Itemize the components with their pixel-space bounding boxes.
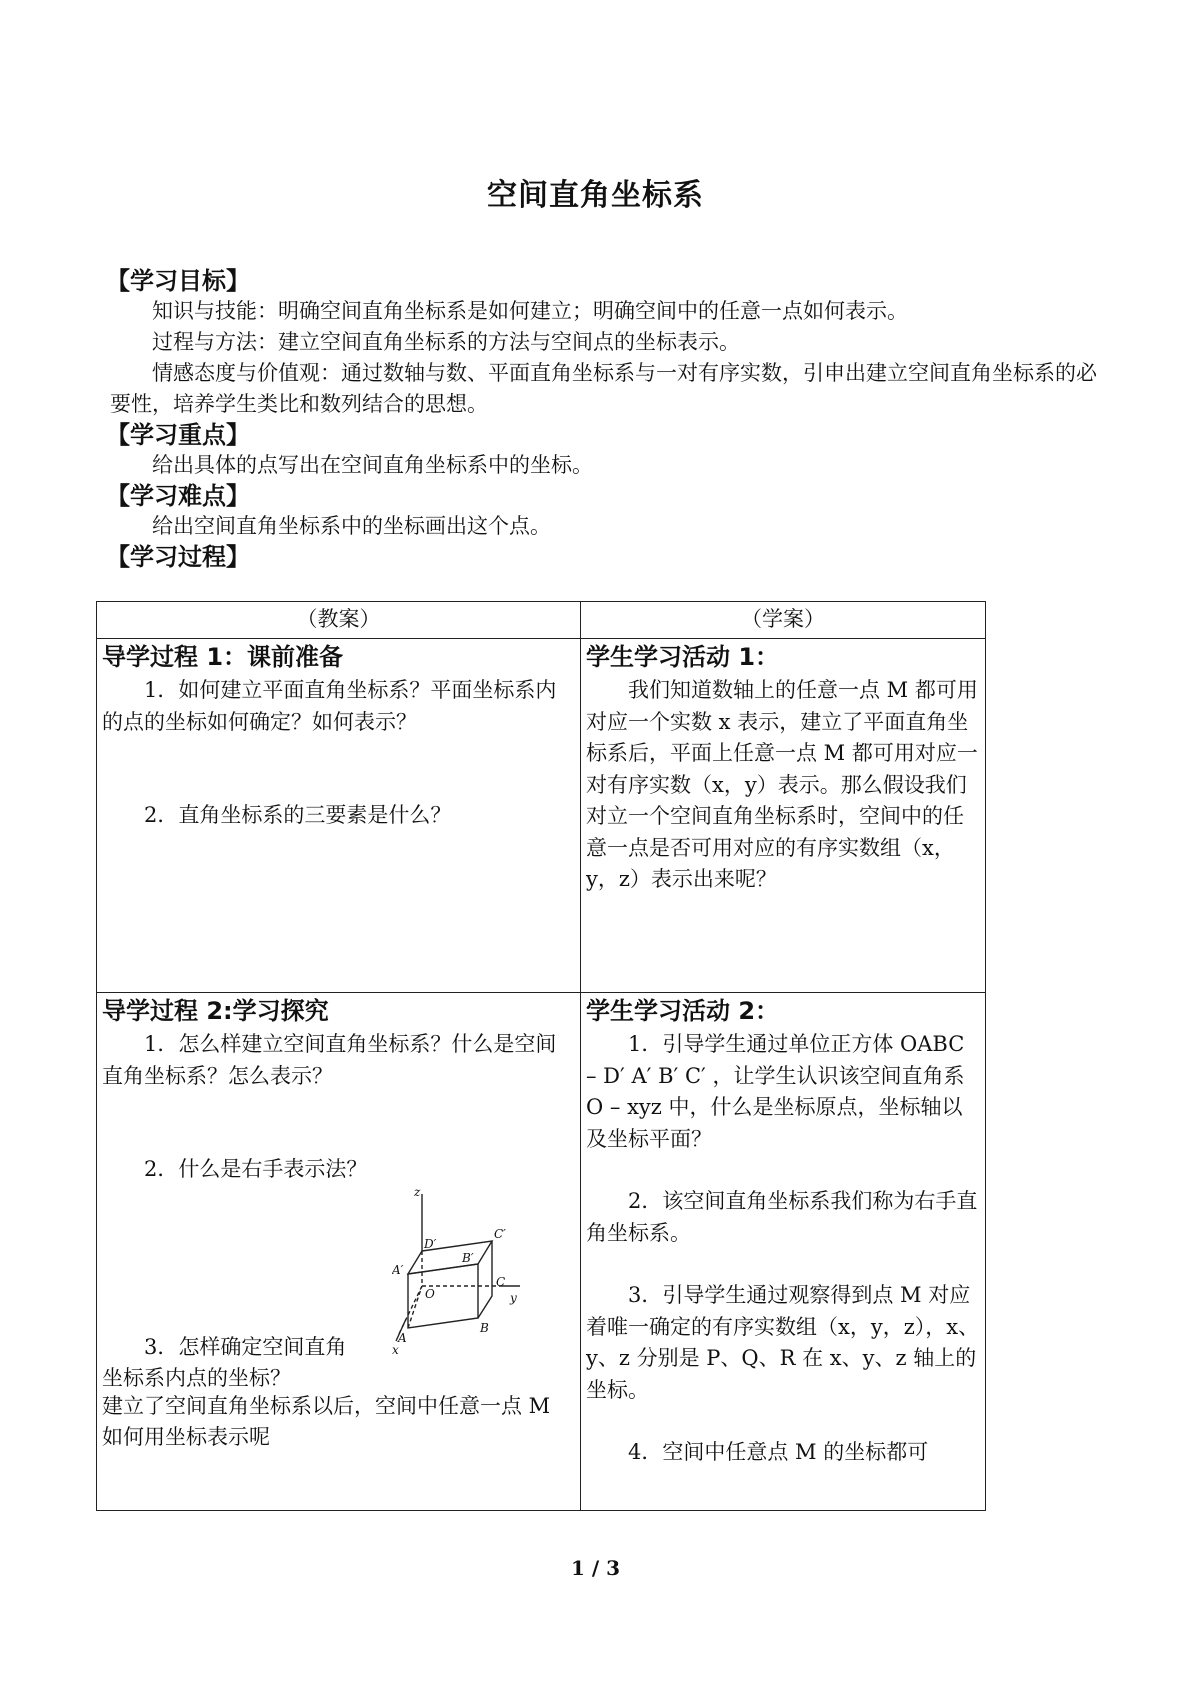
document-title: 空间直角坐标系: [487, 178, 704, 213]
page-number: 1 / 3: [570, 1556, 621, 1580]
row2-teacher-q2: 2．什么是右手表示法？: [144, 1157, 368, 1181]
row2-teacher-title: 导学过程 2:学习探究: [102, 997, 329, 1025]
row2-student-p3: 3．引导学生通过观察得到点 M 对应着唯一确定的有序实数组（x，y，z），x、y、z 分别是 P、Q、R 在 x、y、z 轴上的坐标。: [586, 1283, 980, 1402]
row1-student-cell: [581, 639, 986, 993]
label-C1: C′: [494, 1226, 506, 1241]
row2-student-p1: 1．引导学生通过单位正方体 OABC – D′ A′ B′ C′ ，让学生认识该空间直角系 O – xyz 中，什么是坐标原点，坐标轴以及坐标平面？: [586, 1032, 965, 1151]
goals-knowledge: 知识与技能：明确空间直角坐标系是如何建立；明确空间中的任意一点如何表示。: [152, 299, 908, 323]
row2-teacher-q3: 3．怎样确定空间直角坐标系内点的坐标？: [102, 1334, 347, 1390]
label-C: C: [496, 1274, 506, 1289]
difficulty-text: 给出空间直角坐标系中的坐标画出这个点。: [152, 514, 551, 538]
cube-figure-area: [102, 1185, 575, 1390]
label-D1: D′: [424, 1236, 437, 1251]
row2-student-p2: 2．该空间直角坐标系我们称为右手直角坐标系。: [586, 1189, 978, 1245]
row1-student-text: 我们知道数轴上的任意一点 M 都可用对应一个实数 x 表示，建立了平面直角坐标系后，平面上任意一点 M 都可用对应一对有序实数（x，y）表示。那么假设我们对立一个空间直角坐标系时，空间中的任意一点是否可用对应的有序实数组（x，y，z）表示出来呢？: [586, 678, 978, 891]
label-O: O: [425, 1286, 435, 1301]
label-B1: B′: [462, 1250, 474, 1265]
goals-heading: 【学习目标】: [106, 267, 250, 295]
goals-attitude: 情感态度与价值观：通过数轴与数、平面直角坐标系与一对有序实数，引申出建立空间直角坐标系的必要性，培养学生类比和数列结合的思想。: [110, 361, 1097, 416]
row1-teacher-q2: 2．直角坐标系的三要素是什么？: [144, 803, 452, 827]
key-point-heading: 【学习重点】: [106, 421, 250, 449]
goals-section: [106, 266, 1100, 572]
row2-student-cell: [581, 993, 986, 1511]
label-x: x: [392, 1342, 399, 1357]
col-header-student: （学案）: [581, 602, 986, 639]
lesson-plan-table: [96, 601, 986, 1511]
row1-student-title: 学生学习活动 1：: [586, 643, 780, 671]
row2-student-title: 学生学习活动 2：: [586, 997, 780, 1025]
table-header-row: [97, 602, 986, 639]
label-A: A: [398, 1330, 407, 1345]
unit-cube-diagram: [392, 1186, 522, 1361]
col-header-teacher: （教案）: [97, 602, 581, 639]
row2-student-p4: 4．空间中任意点 M 的坐标都可: [628, 1440, 929, 1464]
cube-top-face: [408, 1241, 492, 1274]
row2-teacher-q1: 1．怎么样建立空间直角坐标系？什么是空间直角坐标系？怎么表示？: [102, 1032, 557, 1088]
label-B: B: [480, 1320, 489, 1335]
process-heading: 【学习过程】: [106, 543, 250, 571]
difficulty-heading: 【学习难点】: [106, 482, 250, 510]
label-y: y: [510, 1290, 517, 1305]
row2-teacher-q3b: 建立了空间直角坐标系以后，空间中任意一点 M 如何用坐标表示呢: [102, 1393, 551, 1449]
table-row: [97, 639, 986, 993]
row1-teacher-q1: 1．如何建立平面直角坐标系？平面坐标系内的点的坐标如何确定？如何表示？: [102, 678, 557, 734]
row2-teacher-cell: [97, 993, 581, 1511]
label-A1: A′: [392, 1262, 404, 1277]
table-row: [97, 993, 986, 1511]
row1-teacher-title: 导学过程 1：课前准备: [102, 643, 344, 671]
row1-teacher-cell: [97, 639, 581, 993]
goals-process: 过程与方法：建立空间直角坐标系的方法与空间点的坐标表示。: [152, 330, 740, 354]
key-point-text: 给出具体的点写出在空间直角坐标系中的坐标。: [152, 453, 593, 477]
label-z: z: [414, 1185, 421, 1199]
cube-front-face: [408, 1264, 478, 1328]
